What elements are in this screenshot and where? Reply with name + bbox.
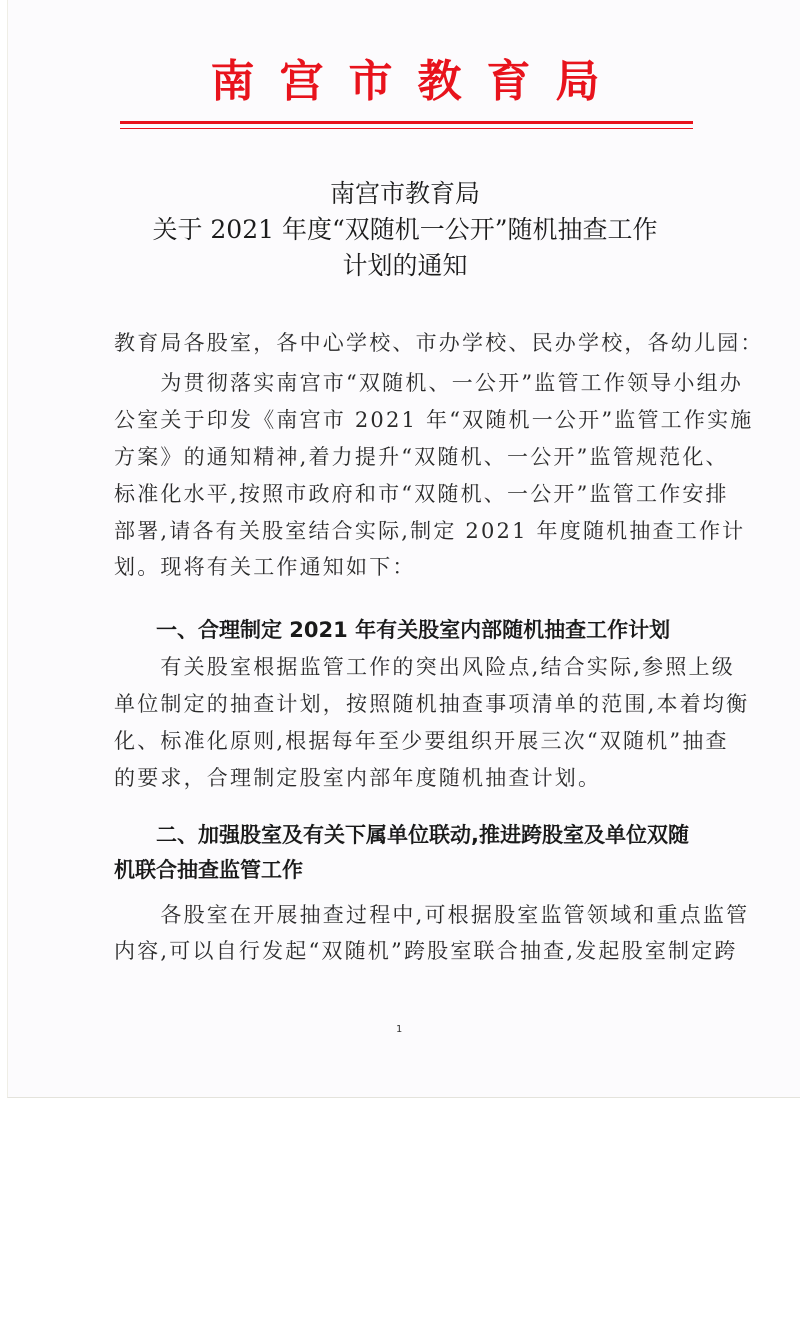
section-1-body-line: 化、标准化原则,根据每年至少要组织开展三次“双随机”抽查 — [114, 729, 729, 753]
intro-line: 划。现将有关工作通知如下： — [114, 555, 416, 579]
section-2-heading: 机联合抽查监管工作 — [114, 858, 303, 882]
letterhead-org-name: 南宫市教育局 — [210, 56, 625, 107]
title-line-1: 南宫市教育局 — [329, 179, 480, 208]
intro-line: 为贯彻落实南宫市“双随机、一公开”监管工作领导小组办 — [114, 371, 744, 395]
section-1-body-line: 单位制定的抽查计划，按照随机抽查事项清单的范围,本着均衡 — [114, 692, 750, 716]
section-2-heading: 二、加强股室及有关下属单位联动,推进跨股室及单位双随 — [114, 823, 689, 847]
page-number: 1 — [396, 1024, 403, 1035]
intro-line: 方案》的通知精神,着力提升“双随机、一公开”监管规范化、 — [114, 445, 729, 469]
section-2-body-line: 各股室在开展抽查过程中,可根据股室监管领域和重点监管 — [114, 903, 750, 927]
document-title — [110, 176, 700, 284]
title-line-3: 计划的通知 — [342, 251, 468, 280]
letterhead-rule-thin — [120, 128, 693, 129]
title-line-2: 关于 2021 年度“双随机一公开”随机抽查工作 — [152, 215, 658, 244]
intro-line: 公室关于印发《南宫市 2021 年“双随机一公开”监管工作实施 — [114, 408, 754, 432]
salutation: 教育局各股室，各中心学校、市办学校、民办学校，各幼儿园： — [114, 331, 764, 355]
section-2-body-line: 内容,可以自行发起“双随机”跨股室联合抽查,发起股室制定跨 — [114, 939, 738, 963]
section-1-body-line: 有关股室根据监管工作的突出风险点,结合实际,参照上级 — [114, 655, 735, 679]
scanned-page — [7, 0, 800, 1098]
section-1-heading: 一、合理制定 2021 年有关股室内部随机抽查工作计划 — [114, 618, 671, 642]
letterhead-rule-thick — [120, 121, 693, 124]
intro-line: 部署,请各有关股室结合实际,制定 2021 年度随机抽查工作计 — [114, 519, 746, 543]
intro-line: 标准化水平,按照市政府和市“双随机、一公开”监管工作安排 — [114, 482, 729, 506]
section-1-body-line: 的要求，合理制定股室内部年度随机抽查计划。 — [114, 766, 602, 790]
